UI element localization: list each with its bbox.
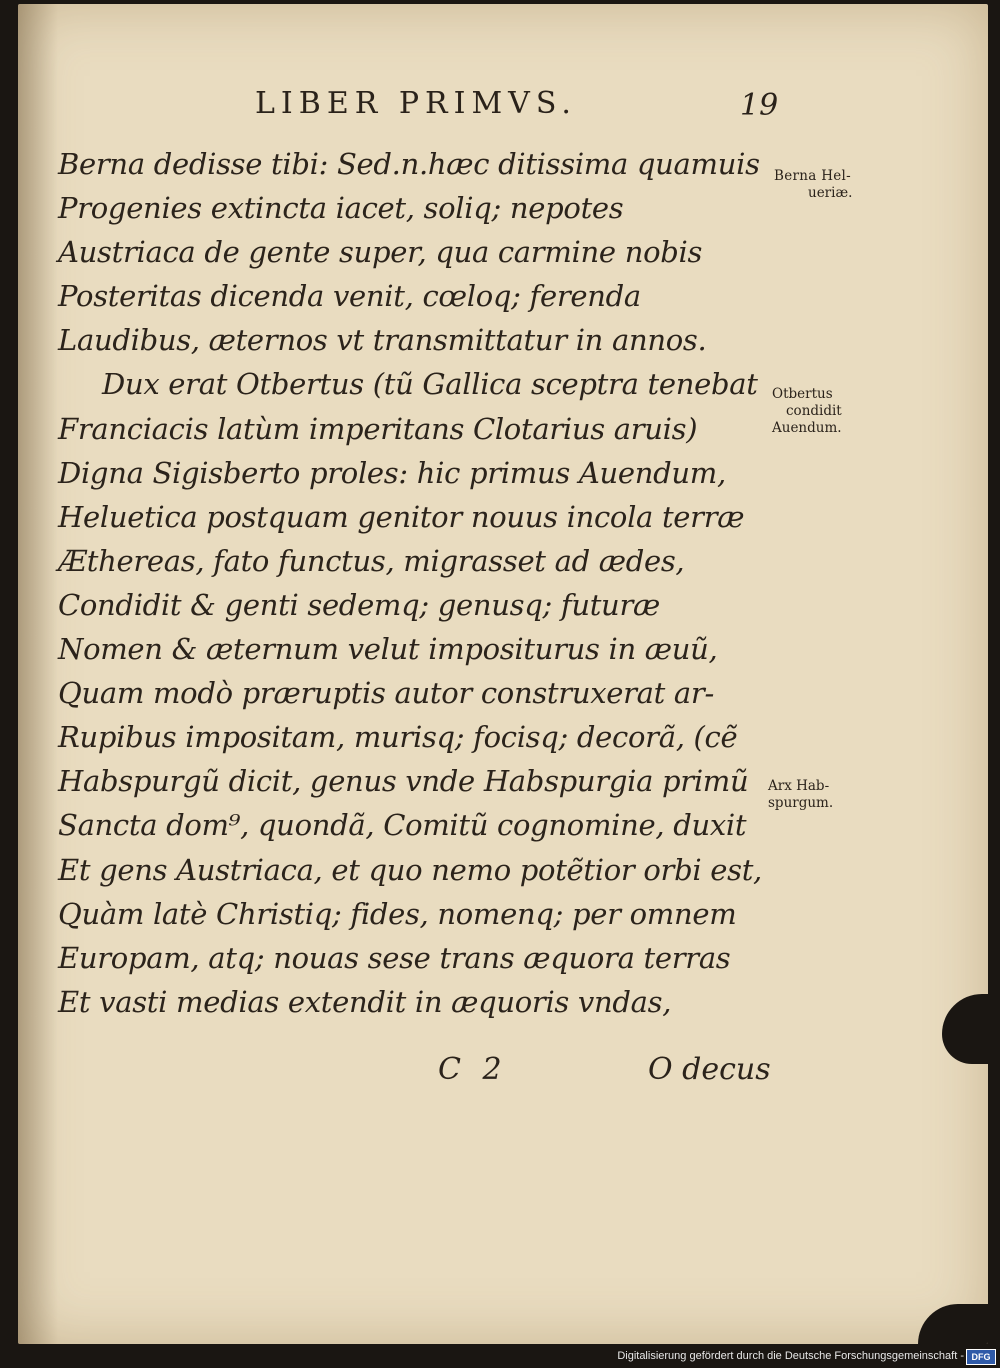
marginal-note-habspurgum — [768, 778, 833, 812]
page-number: 19 — [740, 88, 779, 123]
verse-line: Progenies extincta iacet, soliq; nepotes — [58, 191, 624, 226]
verse-line: Condidit & genti sedemq; genusq; futuræ — [58, 587, 660, 622]
verse-line: Rupibus impositam, murisq; focisq; decorã, (cẽ — [58, 720, 738, 755]
running-head: LIBER PRIMVS. — [255, 86, 577, 121]
verse-line: Europam, atq; nouas sese trans æquora terras — [58, 940, 731, 975]
verse-line: Laudibus, æternos vt transmittatur in annos. — [58, 323, 707, 358]
dfg-logo-icon: DFG — [966, 1349, 996, 1365]
verse-line: Heluetica postquam genitor nouus incola terræ — [58, 499, 745, 534]
marginal-note-berna — [774, 168, 852, 202]
marginal-note-line: Auendum. — [772, 420, 842, 436]
verse-line: Æthereas, fato functus, migrasset ad ædes, — [58, 543, 685, 578]
verse-line: Sancta dom⁹, quondã, Comitũ cognomine, duxit — [58, 808, 747, 843]
verse-line: Quàm latè Christiq; fides, nomenq; per omnem — [58, 896, 737, 931]
signature-mark: C 2 — [438, 1052, 508, 1087]
verse-line: Nomen & æternum velut impositurus in æuũ, — [58, 632, 718, 667]
funding-credit: Digitalisierung gefördert durch die Deutsche Forschungsgemeinschaft - — [617, 1350, 964, 1362]
marginal-note-line: spurgum. — [768, 795, 834, 811]
page-edge-stain — [18, 4, 58, 1344]
page-tear — [942, 994, 988, 1064]
marginal-note-otbertus — [772, 386, 842, 437]
verse-line: Et vasti medias extendit in æquoris vndas, — [58, 984, 672, 1019]
marginal-note-line: ueriæ. — [808, 185, 853, 201]
marginal-note-line: condidit — [786, 403, 842, 419]
marginal-note-line: Berna Hel- — [774, 168, 852, 184]
verse-line: Quam modò præruptis autor construxerat ar- — [58, 676, 714, 711]
verse-text — [58, 142, 762, 1024]
verse-line: Austriaca de gente super, qua carmine nobis — [58, 235, 703, 270]
verse-line: Franciacis latùm imperitans Clotarius aruis) — [58, 411, 698, 446]
verse-line: Berna dedisse tibi: Sed.n.hæc ditissima quamuis — [58, 147, 760, 181]
verse-line: Et gens Austriaca, et quo nemo potẽtior orbi est, — [58, 852, 762, 887]
marginal-note-line: Otbertus — [772, 386, 833, 402]
verse-line: Posteritas dicenda venit, cœloq; ferenda — [58, 279, 641, 314]
catchword: O decus — [648, 1052, 771, 1087]
page-corner-damage — [918, 1304, 988, 1344]
verse-line: Digna Sigisberto proles: hic primus Auendum, — [58, 455, 726, 490]
verse-line: Dux erat Otbertus (tũ Gallica sceptra tenebat — [102, 367, 758, 402]
marginal-note-line: Arx Hab- — [768, 778, 830, 794]
verse-line: Habspurgũ dicit, genus vnde Habspurgia primũ — [58, 764, 749, 799]
